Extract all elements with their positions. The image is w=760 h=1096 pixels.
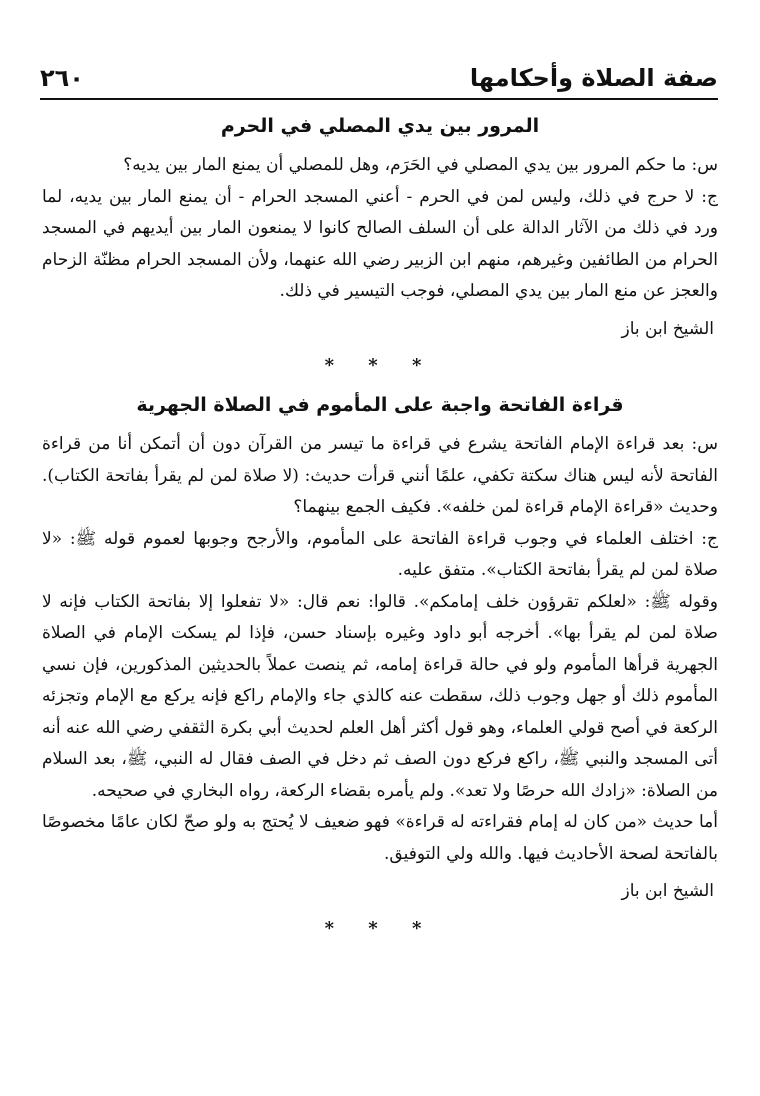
question-paragraph: س: ما حكم المرور بين يدي المصلي في الحَرَم، وهل للمصلي أن يمنع المار بين يديه؟	[123, 155, 718, 175]
section-title: المرور بين يدي المصلي في الحرم	[220, 115, 540, 137]
signature: الشيخ ابن باز	[621, 318, 714, 339]
signature: الشيخ ابن باز	[621, 881, 714, 901]
answer-paragraph: ج: اختلف العلماء في وجوب قراءة الفاتحة على المأموم، والأرجح وجوبها لعموم قوله ﷺ: «لا صلاة لمن لم يقرأ بفاتحة الكتاب». متفق عليه.	[42, 528, 718, 580]
question-paragraph: س: بعد قراءة الإمام الفاتحة يشرع في قراءة ما تيسر من القرآن دون أن أتمكن أنا من قراءة الفاتحة لأنه ليس هناك سكتة تكفي، علمًا أنني قرأت حديث: (لا صلاة لمن لم يقرأ بفاتحة الكتاب). وحديث «قراءة الإمام قراءة لمن خلفه». فكيف الجمع بينهما؟	[42, 434, 718, 517]
book-title: صفة الصلاة وأحكامها	[469, 64, 718, 92]
page-number: ٢٦٠	[40, 64, 84, 92]
section-separator: * * *	[324, 355, 436, 376]
page-header	[40, 58, 718, 100]
section-title: قراءة الفاتحة واجبة على المأموم في الصلاة الجهرية	[136, 394, 624, 416]
body-paragraph: أما حديث «من كان له إمام فقراءته له قراءة» فهو ضعيف لا يُحتج به ولو صحّ لكان عامًا مخصوصًا بالفاتحة لصحة الأحاديث فيها. والله ولي التوفيق.	[42, 812, 718, 864]
page-content	[42, 108, 718, 950]
body-paragraph: وقوله ﷺ: «لعلكم تقرؤون خلف إمامكم». قالوا: نعم قال: «لا تفعلوا إلا بفاتحة الكتاب فإنه لا صلاة لمن لم يقرأ بها». أخرجه أبو داود وغيره بإسناد حسن، فإذا لم يسكت الإمام في الصلاة الجهرية قرأها المأموم ولو في حالة قراءة إمامه، ثم ينصت عملاً بالحديثين المذكورين، فإن نسي المأموم ذلك أو جهل وجوب ذلك، سقطت عنه كالذي جاء والإمام راكع فإنه يركع مع الإمام وتجزئه الركعة في أصح قولي العلماء، وهو قول أكثر أهل العلم لحديث أبي بكرة الثقفي رضي الله عنه أنه أتى المسجد والنبي ﷺ، راكع فركع دون الصف ثم دخل في الصف فقال له النبي، ﷺ، بعد السلام من الصلاة: «زادك الله حرصًا ولا تعد». ولم يأمره بقضاء الركعة، رواه البخاري في صحيحه.	[42, 591, 718, 801]
section-separator: * * *	[324, 917, 436, 939]
answer-paragraph: ج: لا حرج في ذلك، وليس لمن في الحرم - أعني المسجد الحرام - أن يمنع المار بين يديه، لما ورد في ذلك من الآثار الدالة على أن السلف الصالح كانوا لا يمنعون المار بين أيديهم في المسجد الحرام من الطائفين وغيرهم، منهم ابن الزبير رضي الله عنهما، ولأن المسجد الحرام مظنّة الزحام والعجز عن منع المار بين يدي المصلي، فوجب التيسير في ذلك.	[42, 186, 718, 301]
